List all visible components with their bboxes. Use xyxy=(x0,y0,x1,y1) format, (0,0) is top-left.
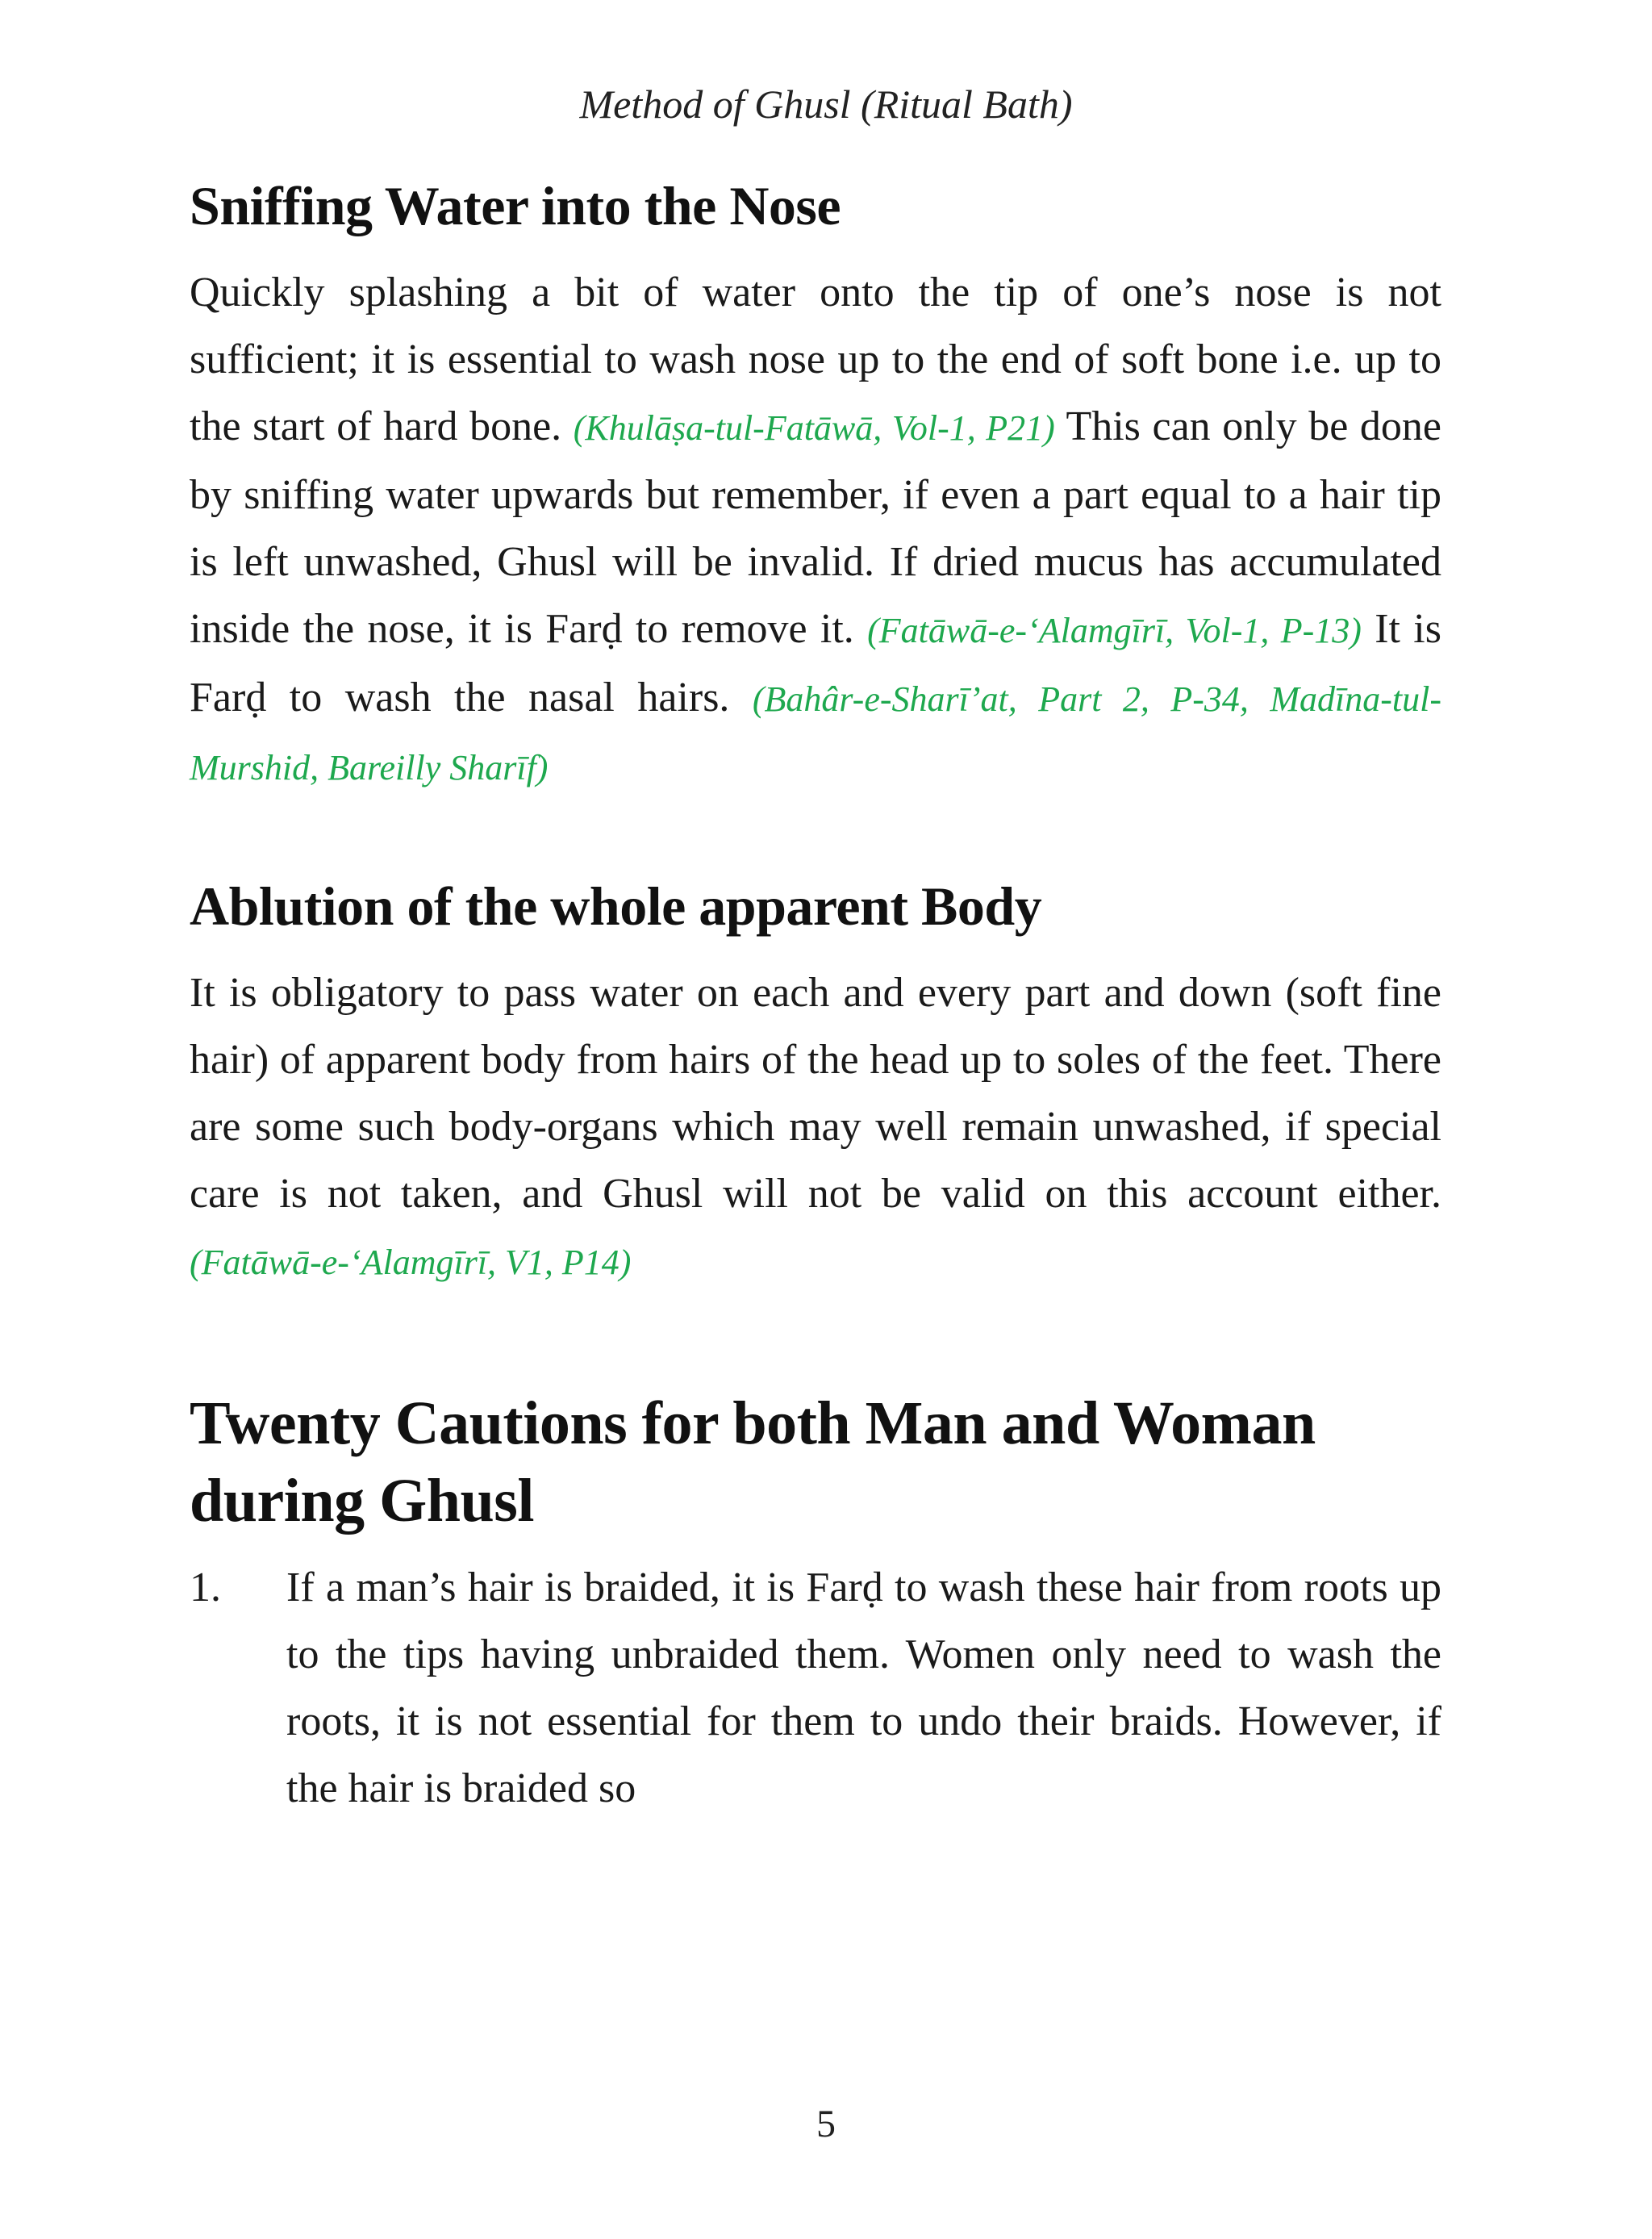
heading-line: Twenty Cautions for both Man and Woman xyxy=(190,1389,1316,1457)
paragraph-text: It is Farḍ to wash the nasal hairs. xyxy=(190,606,1441,721)
page-content xyxy=(190,173,1441,1822)
citation: (Khulāṣa-tul-Fatāwā, Vol-1, P21) xyxy=(573,408,1055,448)
heading-line: during Ghusl xyxy=(190,1467,534,1535)
list-item xyxy=(190,1554,1441,1822)
section-spacer xyxy=(190,1296,1441,1385)
section-heading xyxy=(190,1385,1441,1539)
section-ablution-body xyxy=(190,874,1441,1296)
paragraph-text: This can only be done by sniffing water upwards but remember, if even a part equal to a hair tip is left unwashed, Ghusl will be invalid. If dried mucus has accumulated inside the nose, it is Farḍ to remove it. xyxy=(190,403,1441,652)
running-header: Method of Ghusl (Ritual Bath) xyxy=(579,81,1073,127)
list-item-text: If a man’s hair is braided, it is Farḍ to wash these hair from roots up to the tips having unbraided them. Women only need to wash the roots, it is not essential for them to undo their braids. However, if the hair is braided so xyxy=(286,1564,1441,1811)
citation: (Fatāwā-e-‘Alamgīrī, V1, P14) xyxy=(190,1243,632,1282)
section-twenty-cautions xyxy=(190,1385,1441,1822)
section-sniffing-water xyxy=(190,173,1441,801)
list-item-number: 1. xyxy=(190,1564,221,1610)
paragraph-text: It is obligatory to pass water on each and every part and down (soft fine hair) of apparent body from hairs of the head up to soles of the feet. There are some such body-organs which may well remain unwashed, if special care is not taken, and Ghusl will not be valid on this account either. xyxy=(190,970,1441,1217)
section-heading: Ablution of the whole apparent Body xyxy=(190,875,1042,937)
page-number: 5 xyxy=(816,2103,836,2145)
citation: (Bahâr-e-Sharī’at, Part 2, P-34, Madīna-tul-Murshid, Bareilly Sharīf) xyxy=(190,679,1441,787)
section-spacer xyxy=(190,801,1441,874)
section-paragraph xyxy=(190,959,1441,1296)
citation: (Fatāwā-e-‘Alamgīrī, Vol-1, P-13) xyxy=(867,611,1362,650)
section-heading: Sniffing Water into the Nose xyxy=(190,175,841,236)
section-paragraph xyxy=(190,259,1441,801)
paragraph-text: Quickly splashing a bit of water onto the tip of one’s nose is not sufficient; it is essential to wash nose up to the end of soft bone i.e. up to the start of hard bone. xyxy=(190,269,1441,449)
